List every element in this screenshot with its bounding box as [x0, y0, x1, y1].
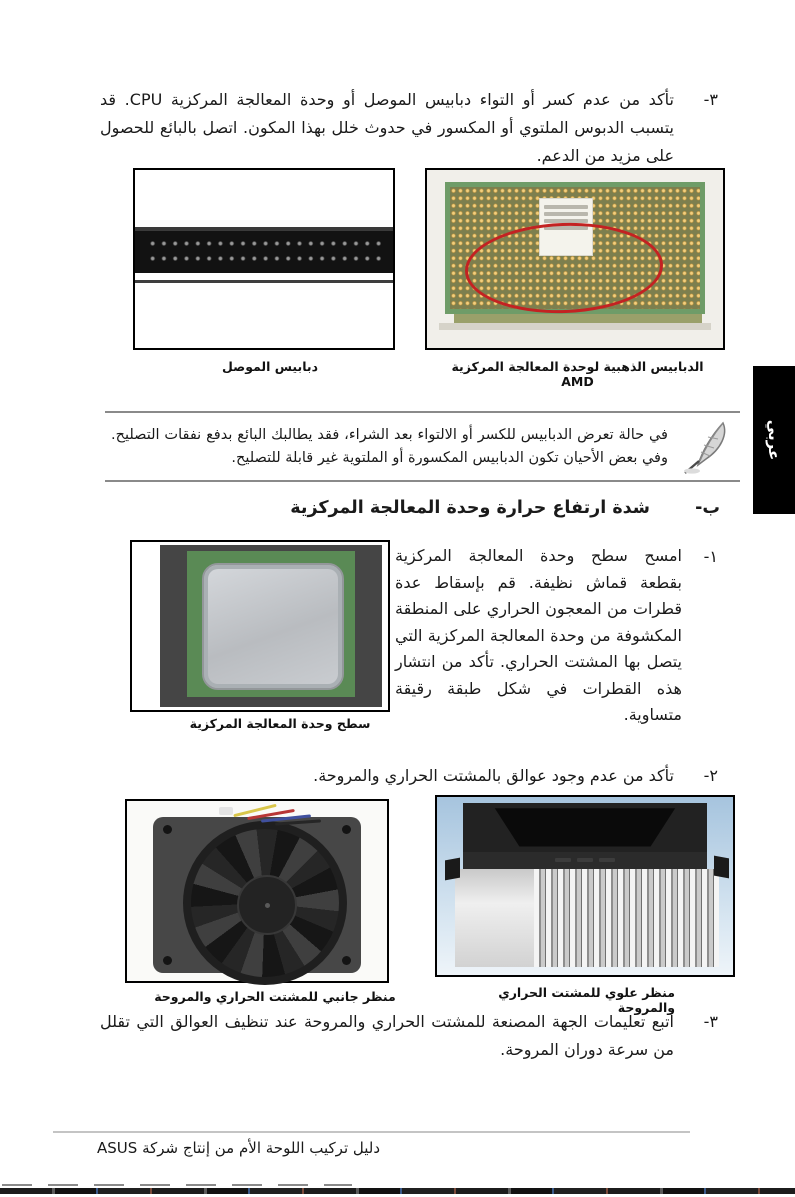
step-text: امسح سطح وحدة المعالجة المركزية بقطعة قماش نظيفة. قم بإسقاط عدة قطرات من المعجون الحراري على المنطقة المكشوفة من وحدة المعالجة المركزية التي يتصل بها المشتت الحراري. تأكد من انتشار هذه القطرات في شكل طبقة رقيقة متساوية.	[395, 546, 682, 724]
fan-caption: منظر جانبي للمشتت الحراري والمروحة	[154, 989, 396, 1004]
amd-cpu-pins-photo	[425, 168, 725, 350]
cpu-surface-photo-area	[160, 545, 382, 707]
fan-connector	[219, 807, 233, 815]
cpu-surface-photo	[130, 540, 390, 712]
shroud-front-lip	[463, 852, 707, 869]
note-feather-icon	[668, 419, 740, 475]
section-marker: ب-	[695, 498, 720, 518]
retention-clip-left	[445, 858, 460, 881]
shroud-opening	[483, 808, 688, 846]
language-tab-label: عربي	[764, 419, 783, 461]
bolt-icon	[342, 825, 351, 834]
fan-hub	[237, 875, 297, 935]
note-box	[105, 411, 740, 482]
page-scan-edge	[0, 1188, 795, 1194]
cpu-surface-caption: سطح وحدة المعالجة المركزية	[189, 716, 371, 731]
bolt-icon	[342, 956, 351, 965]
cpu-heat-spreader	[202, 563, 344, 689]
connector-caption: دبابيس الموصل	[221, 359, 319, 374]
fan-hub-center	[265, 903, 270, 908]
language-side-tab	[753, 366, 795, 514]
bolt-icon	[163, 956, 172, 965]
step-item-manufacturer-instructions	[100, 1008, 718, 1064]
step-number: ١-	[703, 547, 718, 566]
bolt-icon	[163, 825, 172, 834]
step-number: ٣-	[703, 1012, 718, 1031]
note-text: في حالة تعرض الدبابيس للكسر أو الالتواء بعد الشراء، فقد يطالبك البائع بدفع نفقات التصليح. وفي بعض الأحيان تكون الدبابيس المكسورة أو الملتوية غير قابلة للتصليح.	[111, 426, 668, 466]
cpu-shadow	[439, 323, 711, 330]
connector-body	[135, 227, 393, 273]
fan-photo	[125, 799, 389, 983]
cpu-side-edge	[454, 314, 703, 323]
connector-pins-photo	[133, 168, 395, 350]
step-number: ٢-	[703, 766, 718, 785]
heatsink-photo	[435, 795, 735, 977]
cpu-surface-pcb	[187, 551, 356, 697]
heatsink-caption: منظر علوي للمشتت الحراري والمروحة	[498, 985, 675, 1015]
step-item-heatsink-check	[100, 762, 718, 790]
step-item-pins-check	[100, 86, 718, 170]
retention-clip-right	[714, 856, 729, 879]
step-text: تأكد من عدم وجود عوالق بالمشتت الحراري والمروحة.	[313, 766, 674, 785]
page-scan-edge-secondary	[2, 1184, 352, 1186]
step-text: اتبع تعليمات الجهة المصنعة للمشتت الحراري والمروحة عند تنظيف العوالق التي تقلل من سرعة دوران المروحة.	[100, 1012, 674, 1059]
heatsink-fins	[534, 869, 719, 967]
connector-pin-holes	[147, 236, 381, 266]
step-text: تأكد من عدم كسر أو التواء دبابيس الموصل أو وحدة المعالجة المركزية CPU. قد يتسبب الدبوس الملتوي أو المكسور في حدوث خلل بهذا المكون. اتصل بالبائع للحصول على مزيد من الدعم.	[100, 90, 675, 165]
section-title: شدة ارتفاع حرارة وحدة المعالجة المركزية	[290, 498, 650, 518]
amd-caption: الدبابيس الذهبية لوحدة المعالجة المركزية AMD	[451, 359, 704, 389]
heatsink-base	[455, 869, 719, 967]
fan-shroud	[463, 803, 707, 869]
fan-blades	[183, 821, 347, 985]
connector-shadow	[135, 280, 393, 283]
footer-divider	[53, 1131, 690, 1133]
cooler-frame	[153, 817, 361, 973]
step-item-thermal-paste	[395, 543, 718, 729]
step-number: ٣-	[703, 90, 718, 109]
footer-title: دليل تركيب اللوحة الأم من إنتاج شركة ASUS	[97, 1139, 381, 1157]
